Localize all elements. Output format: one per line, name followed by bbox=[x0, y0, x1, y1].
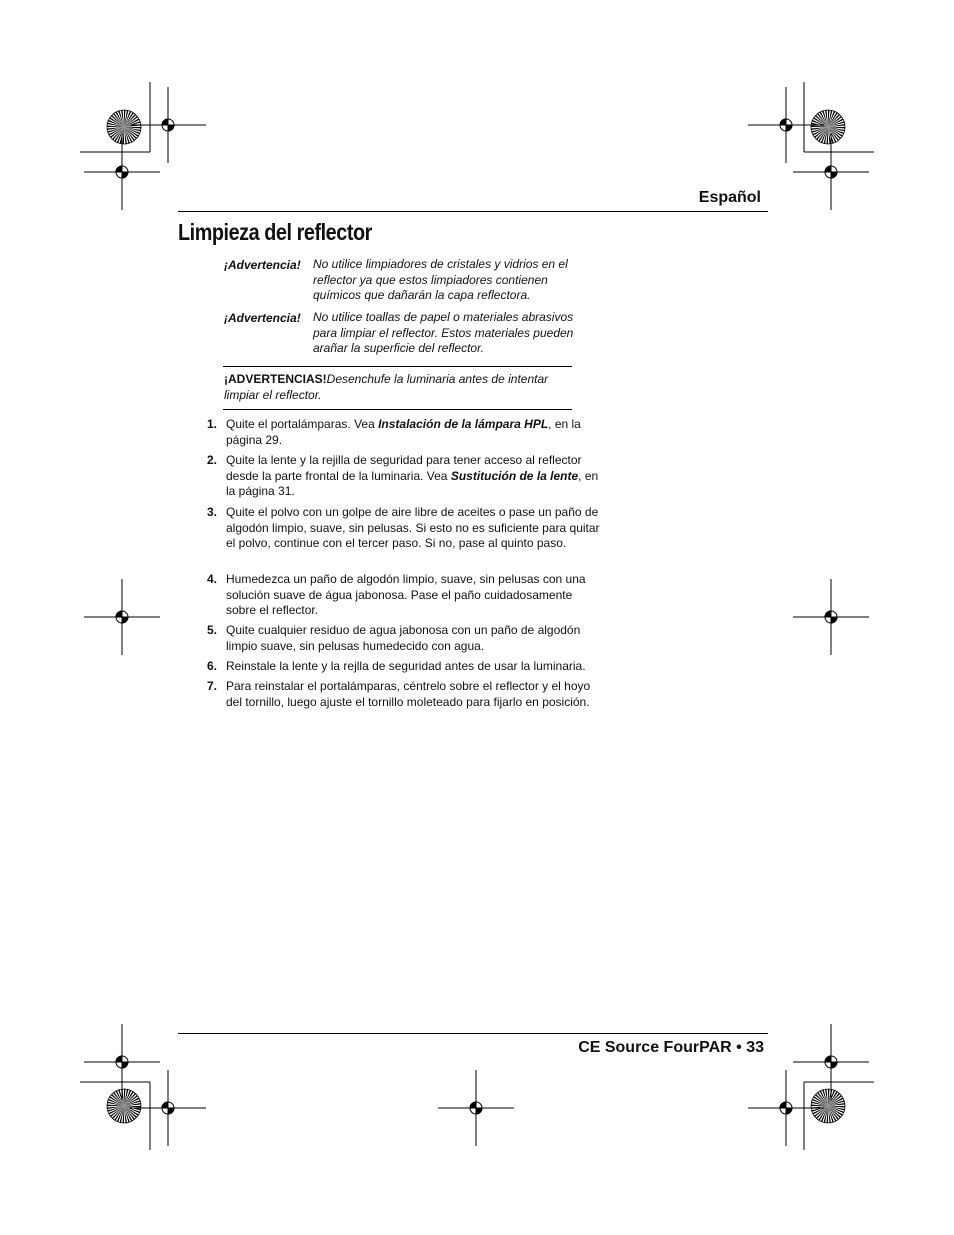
product-name: CE Source FourPAR bbox=[578, 1039, 732, 1056]
footer-bullet: • bbox=[736, 1039, 742, 1056]
page-footer bbox=[578, 1039, 764, 1057]
footer-rule bbox=[178, 1033, 768, 1034]
step-text: Para reinstalar el portalámparas, céntrelo sobre el reflector y el hoyo del tornillo, luego ajuste el tornillo moleteado para fijarlo en posición. bbox=[226, 679, 591, 709]
cross-reference: Instalación de la lámpara HPL bbox=[378, 417, 549, 431]
registration-crosshair bbox=[793, 579, 869, 655]
step-number: 6. bbox=[207, 659, 218, 673]
step-number: 1. bbox=[207, 417, 218, 431]
warning-label: ¡Advertencia! bbox=[224, 311, 301, 325]
page-number: 33 bbox=[746, 1039, 764, 1056]
step-number: 7. bbox=[207, 679, 218, 693]
caution-label: ¡ADVERTENCIAS! bbox=[224, 372, 327, 386]
registration-crosshair bbox=[84, 1024, 160, 1100]
registration-crosshair bbox=[84, 134, 160, 210]
registration-crosshair bbox=[84, 579, 160, 655]
step-number: 5. bbox=[207, 623, 218, 637]
registration-starburst bbox=[811, 1089, 845, 1123]
step-text: Reinstale la lente y la rejlla de seguridad antes de usar la luminaria. bbox=[226, 659, 586, 673]
caution-top-rule bbox=[223, 366, 572, 367]
cross-reference: Sustitución de la lente bbox=[450, 468, 579, 483]
step-text: Quite la lente y la rejilla de seguridad para tener acceso al reflector desde la parte frontal de la luminaria. Vea Sustitución de la lente, en la página 31. bbox=[226, 453, 599, 499]
section-label: Español bbox=[698, 189, 761, 206]
caution-text: Desenchufe la luminaria antes de intentar limpiar el reflector. bbox=[224, 372, 549, 402]
step-text: Quite el portalámparas. Vea Instalación de la lámpara HPL, en la página 29. bbox=[226, 417, 581, 447]
header-rule bbox=[178, 211, 768, 212]
registration-crosshair bbox=[130, 1070, 206, 1146]
step-number: 2. bbox=[207, 453, 218, 467]
page-title: Limpieza del reflector bbox=[178, 219, 372, 245]
registration-starburst bbox=[107, 110, 141, 144]
step-text: Quite el polvo con un golpe de aire libre de aceites o pase un paño de algodón limpio, suave, sin pelusas. Si esto no es suficiente para quitar el polvo, continue con el tercer paso. Si no, pase al quinto paso. bbox=[226, 505, 600, 551]
warning-text: No utilice toallas de papel o materiales abrasivos para limpiar el reflector. Estos materiales pueden arañar la superficie del reflector. bbox=[313, 310, 574, 355]
warning-text: No utilice limpiadores de cristales y vidrios en el reflector ya que estos limpiadores contienen químicos que dañarán la capa reflectora. bbox=[313, 257, 568, 302]
registration-starburst bbox=[107, 1089, 141, 1123]
caution-bottom-rule bbox=[223, 409, 572, 410]
registration-starburst bbox=[811, 110, 845, 144]
step-text: Humedezca un paño de algodón limpio, suave, sin pelusas con una solución suave de água jabonosa. Pase el paño cuidadosamente sobre el reflector. bbox=[226, 572, 586, 618]
registration-crosshair bbox=[438, 1070, 514, 1146]
step-text: Quite cualquier residuo de agua jabonosa con un paño de algodón limpio suave, sin pelusas humedecido con agua. bbox=[226, 623, 581, 653]
step-number: 4. bbox=[207, 572, 218, 586]
warning-label: ¡Advertencia! bbox=[224, 258, 301, 272]
step-number: 3. bbox=[207, 505, 218, 519]
caution-box bbox=[224, 372, 569, 403]
